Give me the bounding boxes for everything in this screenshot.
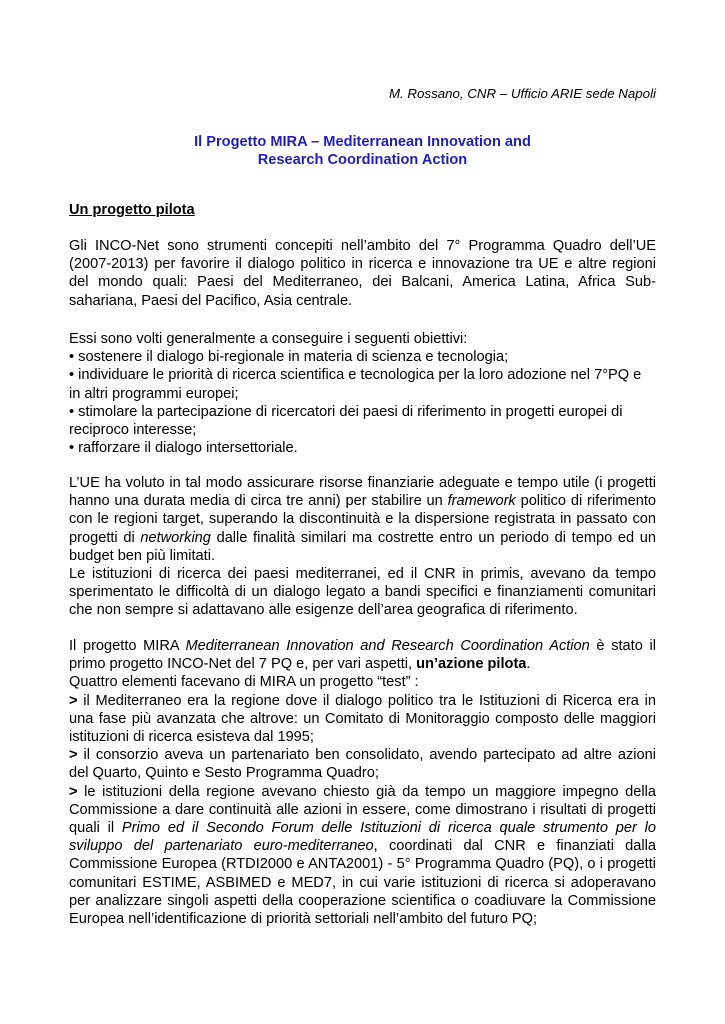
bullet-marker: > bbox=[69, 783, 78, 800]
mira-text-part: è stato il primo progetto INCO-Net del 7 PQ e, per vari aspetti, bbox=[69, 638, 656, 673]
forum-title: Primo ed il Secondo Forum delle Istituzioni di ricerca quale strumento per lo sviluppo del partenariato euro-mediterraneo bbox=[69, 820, 656, 855]
project-name: Mediterranean Innovation and Research Coordination Action bbox=[185, 638, 590, 654]
test-element-1 bbox=[69, 692, 656, 747]
title-line-2: Research Coordination Action bbox=[257, 152, 468, 168]
pilot-action: un’azione pilota bbox=[416, 656, 527, 673]
objective-item: • individuare le priorità di ricerca scientifica e tecnologica per la loro adozione nel 7°PQ e in altri programmi europei; bbox=[69, 367, 642, 402]
mira-text-part: . bbox=[526, 656, 531, 673]
mira-text-part: Il progetto MIRA bbox=[69, 638, 186, 654]
mira-intro bbox=[69, 637, 656, 673]
framework-term: framework bbox=[447, 493, 516, 510]
intro-paragraph bbox=[69, 237, 656, 310]
test-element-2 bbox=[69, 746, 656, 782]
test-element-3 bbox=[69, 783, 656, 929]
ue-text-part: dalle finalità similari ma costrette entro un periodo di tempo ed un budget ben più limitati. bbox=[69, 529, 656, 564]
bullet-marker: > bbox=[69, 747, 78, 764]
element-text: , coordinati dal CNR e finanziati dalla Commissione Europea (RTDI2000 e ANTA2001) - 5° Programma Quadro (PQ), o i progetti comunitari ESTIME, ASBIMED e MED7, in cui varie istituzioni di ricerca si adoperavano per analizzare singoli aspetti della cooperazione scientifica o coadiuvare la Commissione Europea nell’identificazione di priorità settoriali nell’ambito del futuro PQ; bbox=[69, 838, 656, 928]
mira-paragraph bbox=[69, 637, 656, 928]
author-line: M. Rossano, CNR – Ufficio ARIE sede Napoli bbox=[388, 86, 656, 101]
networking-term: networking bbox=[140, 529, 211, 546]
element-text: il consorzio aveva un partenariato ben consolidato, avendo partecipato ad altre azioni del Quarto, Quinto e Sesto Programma Quadro; bbox=[69, 747, 656, 782]
elements-lead: Quattro elementi facevano di MIRA un progetto “test” : bbox=[69, 674, 419, 691]
institutions-text: Le istituzioni di ricerca dei paesi mediterranei, ed il CNR in primis, avevano da tempo sperimentato le difficoltà di un dialogo legato a bandi specifici e finanziamenti comunitari che non sempre si adattavano alle esigenze dell’area geografica di riferimento. bbox=[69, 566, 656, 619]
objective-item: • sostenere il dialogo bi-regionale in materia di scienza e tecnologia; bbox=[69, 349, 509, 366]
ue-text-part: politico di riferimento con le regioni target, superando la discontinuità e la dispersione registrata in passato con progetti di bbox=[69, 493, 656, 546]
objective-item: • rafforzare il dialogo intersettoriale. bbox=[69, 440, 298, 457]
intro-text: Gli INCO-Net sono strumenti concepiti nell’ambito del 7° Programma Quadro dell’UE (2007-2013) per favorire il dialogo politico in ricerca e innovazione tra UE e altre regioni del mondo quali: Paesi del Mediterraneo, dei Balcani, America Latina, Africa Sub-sahariana, Paesi del Pacifico, Asia centrale. bbox=[69, 238, 656, 309]
document-title bbox=[0, 133, 725, 169]
ue-paragraph bbox=[69, 474, 656, 620]
objectives-lead: Essi sono volti generalmente a conseguire i seguenti obiettivi: bbox=[69, 331, 468, 347]
element-text: le istituzioni della regione avevano chiesto già da tempo un maggiore impegno della Commissione a dare continuità alle azioni in essere, come dimostrano i risultati di progetti quali il bbox=[69, 783, 656, 837]
bullet-marker: > bbox=[69, 692, 78, 709]
ue-text bbox=[69, 474, 656, 565]
objectives-block bbox=[69, 330, 656, 457]
section-heading: Un progetto pilota bbox=[69, 202, 195, 218]
objective-item: • stimolare la partecipazione di ricercatori dei paesi di riferimento in progetti europei di reciproco interesse; bbox=[69, 403, 623, 439]
title-line-1: Il Progetto MIRA – Mediterranean Innovation and bbox=[194, 134, 531, 150]
ue-text-part: L’UE ha voluto in tal modo assicurare risorse finanziarie adeguate e tempo utile (i progetti hanno una durata media di circa tre anni) per stabilire un bbox=[69, 475, 656, 510]
element-text: il Mediterraneo era la regione dove il dialogo politico tra le Istituzioni di Ricerca era in una fase più avanzata che altrove: un Comitato di Monitoraggio composto delle maggiori istituzioni di ricerca esisteva dal 1995; bbox=[69, 692, 656, 746]
